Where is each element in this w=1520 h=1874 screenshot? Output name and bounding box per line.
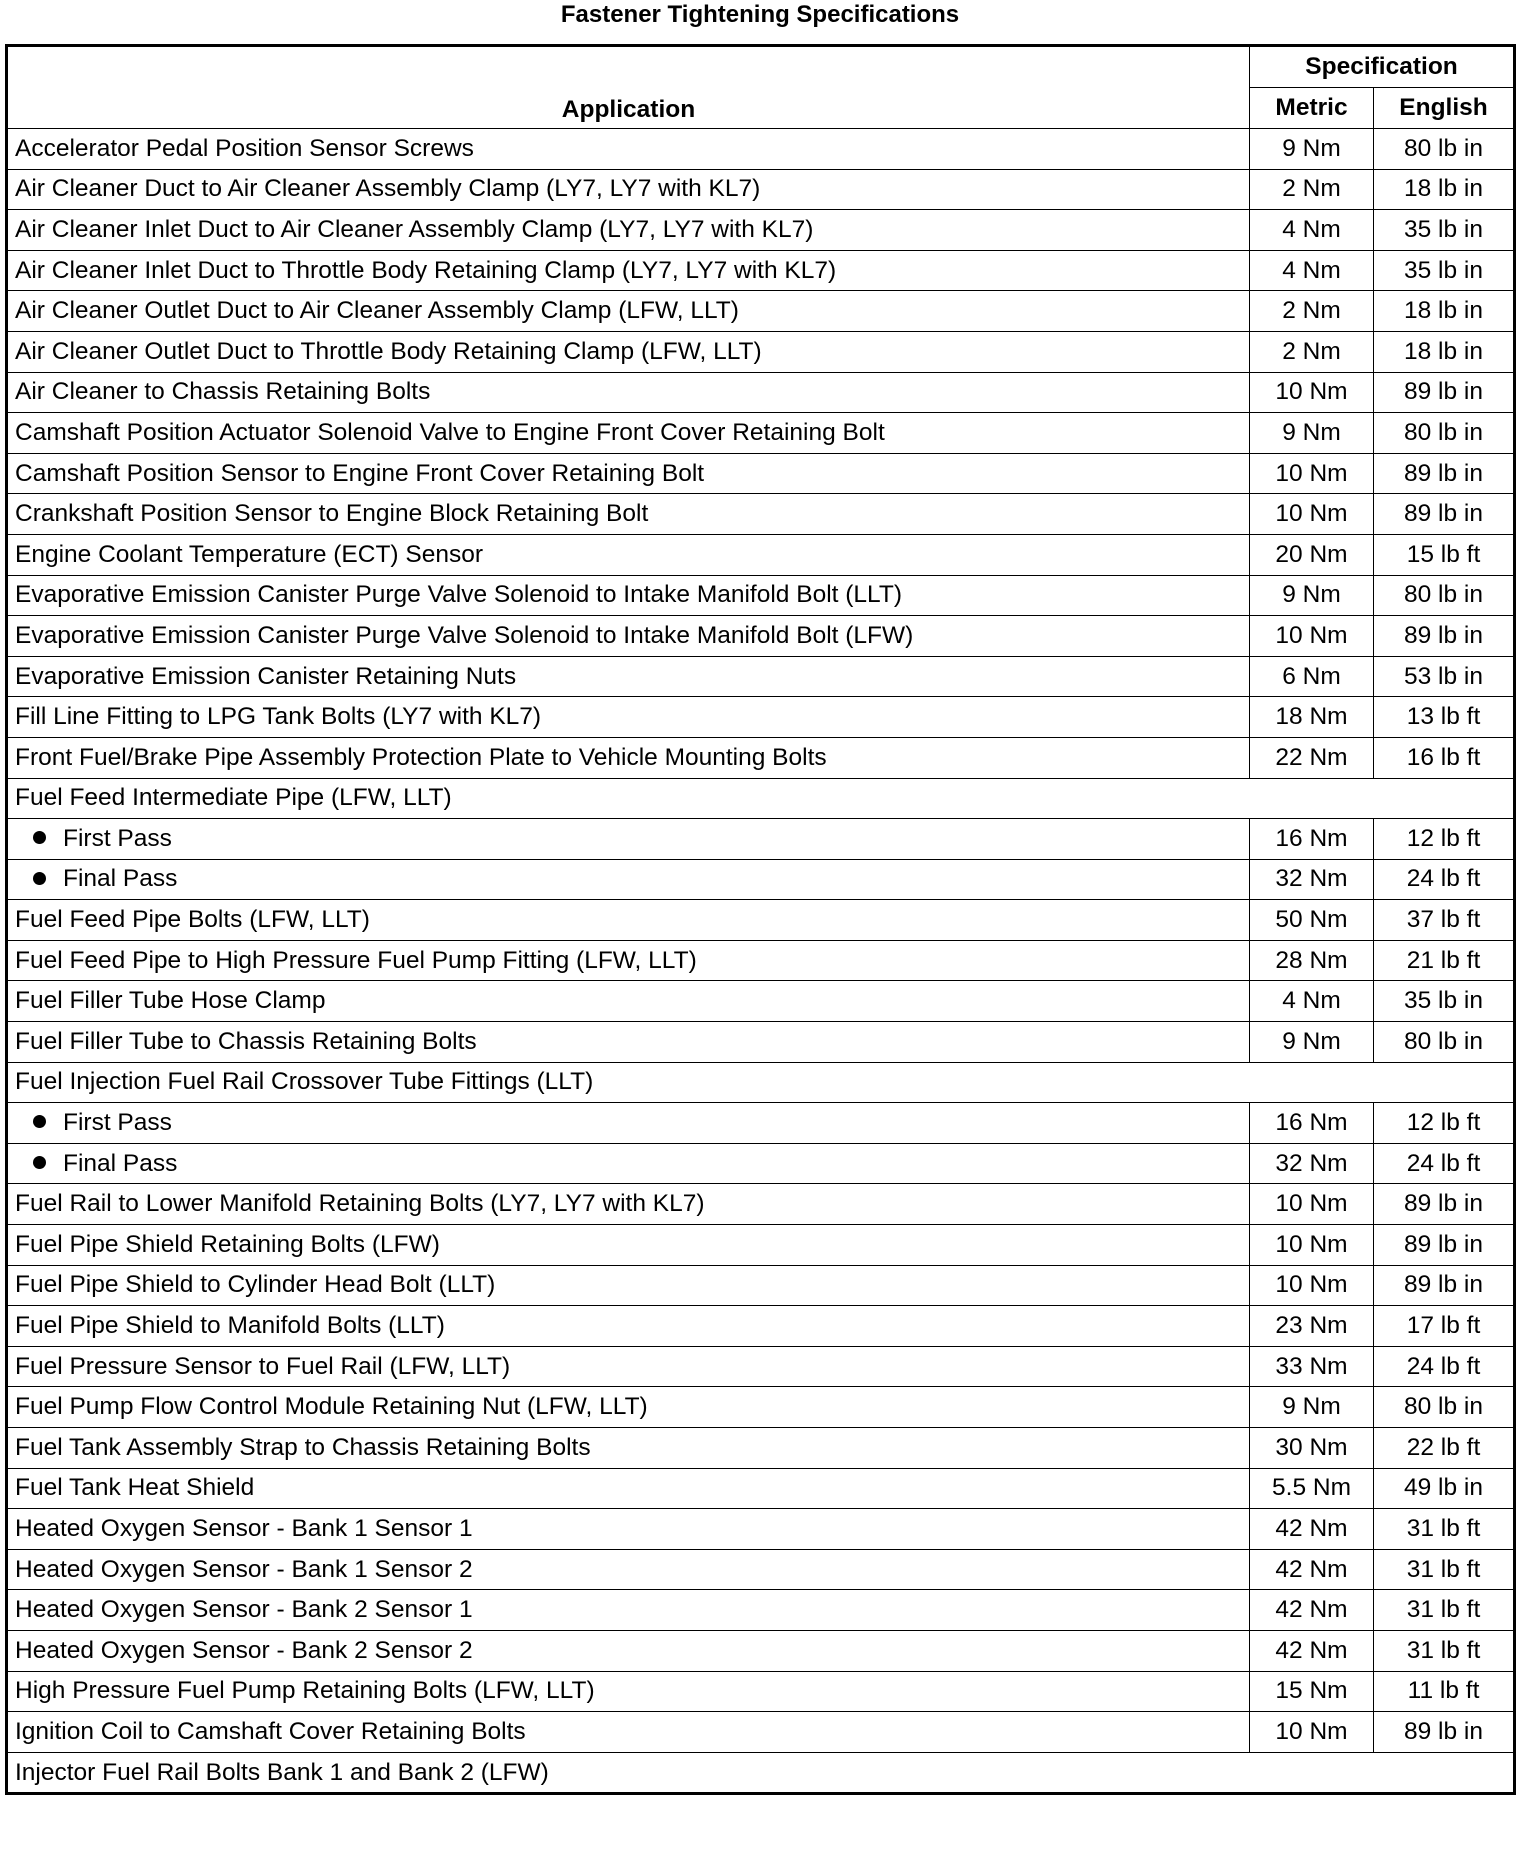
application-cell [7,372,1250,413]
table-row [7,981,1515,1022]
table-row [7,1428,1515,1469]
metric-value: 16 Nm [1250,1103,1374,1144]
application-cell [7,1225,1250,1266]
metric-value: 18 Nm [1250,697,1374,738]
application-label: Accelerator Pedal Position Sensor Screws [15,134,474,162]
metric-value: 6 Nm [1250,656,1374,697]
application-cell [7,819,1250,860]
english-value: 31 lb ft [1374,1509,1515,1550]
english-value: 16 lb ft [1374,737,1515,778]
english-value: 89 lb in [1374,1184,1515,1225]
metric-value: 2 Nm [1250,291,1374,332]
application-cell [7,169,1250,210]
table-row [7,819,1515,860]
application-label: Camshaft Position Actuator Solenoid Valve to Engine Front Cover Retaining Bolt [15,418,885,446]
metric-value: 10 Nm [1250,372,1374,413]
application-cell [7,331,1250,372]
application-label: Final Pass [63,1149,178,1177]
metric-value: 2 Nm [1250,331,1374,372]
application-label: Ignition Coil to Camshaft Cover Retaining Bolts [15,1717,526,1745]
table-row [7,372,1515,413]
metric-value: 42 Nm [1250,1509,1374,1550]
table-row [7,1346,1515,1387]
application-label: Heated Oxygen Sensor - Bank 1 Sensor 2 [15,1555,473,1583]
english-value: 13 lb ft [1374,697,1515,738]
application-label: Heated Oxygen Sensor - Bank 2 Sensor 1 [15,1596,473,1624]
english-value: 31 lb ft [1374,1549,1515,1590]
application-label: Air Cleaner Inlet Duct to Throttle Body Retaining Clamp (LY7, LY7 with KL7) [15,256,837,284]
metric-value: 16 Nm [1250,819,1374,860]
table-row [7,413,1515,454]
metric-value: 9 Nm [1250,1387,1374,1428]
english-value: 49 lb in [1374,1468,1515,1509]
metric-value: 9 Nm [1250,575,1374,616]
group-row [7,1062,1515,1103]
english-value: 31 lb ft [1374,1590,1515,1631]
table-row [7,900,1515,941]
application-cell [7,1103,1250,1144]
application-cell [7,1306,1250,1347]
table-row [7,1225,1515,1266]
metric-value: 28 Nm [1250,940,1374,981]
application-label: Fuel Rail to Lower Manifold Retaining Bolts (LY7, LY7 with KL7) [15,1190,705,1218]
table-row [7,616,1515,657]
metric-value: 9 Nm [1250,1022,1374,1063]
group-row [7,778,1515,819]
metric-value: 5.5 Nm [1250,1468,1374,1509]
table-row [7,940,1515,981]
application-cell [7,1712,1250,1753]
application-cell [7,1671,1250,1712]
application-label: Air Cleaner to Chassis Retaining Bolts [15,378,431,406]
english-value: 89 lb in [1374,1712,1515,1753]
table-row [7,169,1515,210]
english-value: 11 lb ft [1374,1671,1515,1712]
table-row [7,1590,1515,1631]
application-label: Fuel Feed Pipe to High Pressure Fuel Pump Fitting (LFW, LLT) [15,946,697,974]
english-value: 18 lb in [1374,291,1515,332]
application-cell [7,697,1250,738]
metric-value: 10 Nm [1250,453,1374,494]
application-label: Fuel Pump Flow Control Module Retaining Nut (LFW, LLT) [15,1393,648,1421]
application-label: Air Cleaner Outlet Duct to Throttle Body Retaining Clamp (LFW, LLT) [15,337,762,365]
table-row [7,129,1515,170]
english-value: 31 lb ft [1374,1630,1515,1671]
application-label: Air Cleaner Outlet Duct to Air Cleaner Assembly Clamp (LFW, LLT) [15,297,739,325]
table-row [7,1143,1515,1184]
metric-value: 10 Nm [1250,1265,1374,1306]
application-cell [7,129,1250,170]
table-row [7,656,1515,697]
application-label: Air Cleaner Inlet Duct to Air Cleaner Assembly Clamp (LY7, LY7 with KL7) [15,215,814,243]
english-value: 18 lb in [1374,331,1515,372]
group-row [7,1752,1515,1794]
english-value: 37 lb ft [1374,900,1515,941]
application-cell [7,453,1250,494]
application-cell [7,1549,1250,1590]
application-cell [7,940,1250,981]
english-value: 12 lb ft [1374,819,1515,860]
table-row [7,1712,1515,1753]
application-label: High Pressure Fuel Pump Retaining Bolts (LFW, LLT) [15,1677,595,1705]
table-row [7,859,1515,900]
table-row [7,453,1515,494]
english-value: 24 lb ft [1374,1143,1515,1184]
metric-value: 42 Nm [1250,1630,1374,1671]
application-cell [7,859,1250,900]
application-cell [7,575,1250,616]
application-label: Fuel Filler Tube Hose Clamp [15,987,326,1015]
english-value: 15 lb ft [1374,534,1515,575]
table-row [7,697,1515,738]
application-cell [7,656,1250,697]
metric-value: 42 Nm [1250,1549,1374,1590]
application-cell [7,413,1250,454]
application-label: Fuel Pipe Shield Retaining Bolts (LFW) [15,1230,440,1258]
table-row [7,1671,1515,1712]
table-row [7,331,1515,372]
english-value: 18 lb in [1374,169,1515,210]
metric-value: 33 Nm [1250,1346,1374,1387]
application-cell [7,1428,1250,1469]
application-label: Fuel Tank Heat Shield [15,1474,255,1502]
application-label: Fuel Pipe Shield to Cylinder Head Bolt (LLT) [15,1271,496,1299]
table-row [7,1387,1515,1428]
bullet-icon [33,1156,46,1169]
english-value: 89 lb in [1374,1225,1515,1266]
application-cell [7,1346,1250,1387]
application-label: Heated Oxygen Sensor - Bank 1 Sensor 1 [15,1514,473,1542]
english-value: 22 lb ft [1374,1428,1515,1469]
application-label: Heated Oxygen Sensor - Bank 2 Sensor 2 [15,1636,473,1664]
application-label: Evaporative Emission Canister Purge Valve Solenoid to Intake Manifold Bolt (LLT) [15,581,902,609]
application-cell [7,737,1250,778]
metric-value: 23 Nm [1250,1306,1374,1347]
application-label: Crankshaft Position Sensor to Engine Block Retaining Bolt [15,500,649,528]
metric-value: 10 Nm [1250,1184,1374,1225]
table-row [7,210,1515,251]
application-cell [7,1590,1250,1631]
metric-value: 22 Nm [1250,737,1374,778]
application-cell [7,210,1250,251]
table-body [7,129,1515,1794]
table-row [7,1468,1515,1509]
table-row [7,250,1515,291]
english-value: 89 lb in [1374,494,1515,535]
metric-value: 30 Nm [1250,1428,1374,1469]
metric-value: 4 Nm [1250,210,1374,251]
english-value: 80 lb in [1374,575,1515,616]
header-row-top [7,46,1515,88]
table-row [7,534,1515,575]
specifications-table [5,44,1516,1795]
application-label: Evaporative Emission Canister Retaining Nuts [15,662,517,690]
application-label: Fuel Pressure Sensor to Fuel Rail (LFW, LLT) [15,1352,511,1380]
application-cell [7,1752,1515,1794]
bullet-icon [33,1115,46,1128]
english-value: 89 lb in [1374,372,1515,413]
application-label: Fuel Filler Tube to Chassis Retaining Bolts [15,1027,477,1055]
bullet-icon [33,831,46,844]
application-cell [7,1265,1250,1306]
application-cell [7,291,1250,332]
application-label: Injector Fuel Rail Bolts Bank 1 and Bank 2 (LFW) [15,1758,549,1786]
application-label: First Pass [63,1109,172,1137]
table-row [7,1306,1515,1347]
english-value: 89 lb in [1374,616,1515,657]
english-value: 24 lb ft [1374,859,1515,900]
table-row [7,1265,1515,1306]
application-label: Camshaft Position Sensor to Engine Front Cover Retaining Bolt [15,459,705,487]
table-row [7,1549,1515,1590]
application-cell [7,616,1250,657]
application-cell [7,1022,1250,1063]
metric-value: 4 Nm [1250,250,1374,291]
header-metric: Metric [1250,88,1374,129]
metric-value: 50 Nm [1250,900,1374,941]
metric-value: 10 Nm [1250,616,1374,657]
english-value: 80 lb in [1374,129,1515,170]
table-row [7,1184,1515,1225]
page-title: Fastener Tightening Specifications [560,1,960,28]
english-value: 80 lb in [1374,1387,1515,1428]
metric-value: 10 Nm [1250,1712,1374,1753]
application-cell [7,1387,1250,1428]
metric-value: 9 Nm [1250,413,1374,454]
table-row [7,737,1515,778]
metric-value: 20 Nm [1250,534,1374,575]
metric-value: 15 Nm [1250,1671,1374,1712]
bullet-icon [33,872,46,885]
english-value: 21 lb ft [1374,940,1515,981]
application-cell [7,1143,1250,1184]
application-label: Fuel Injection Fuel Rail Crossover Tube Fittings (LLT) [15,1068,594,1096]
application-cell [7,1468,1250,1509]
table-row [7,494,1515,535]
metric-value: 32 Nm [1250,859,1374,900]
english-value: 35 lb in [1374,981,1515,1022]
application-cell [7,250,1250,291]
application-label: Fuel Tank Assembly Strap to Chassis Retaining Bolts [15,1433,591,1461]
english-value: 35 lb in [1374,250,1515,291]
english-value: 80 lb in [1374,413,1515,454]
application-cell [7,778,1515,819]
application-label: Fill Line Fitting to LPG Tank Bolts (LY7 with KL7) [15,703,542,731]
application-label: Evaporative Emission Canister Purge Valve Solenoid to Intake Manifold Bolt (LFW) [15,621,914,649]
application-label: Final Pass [63,865,178,893]
application-cell [7,981,1250,1022]
application-label: Fuel Feed Intermediate Pipe (LFW, LLT) [15,784,452,812]
metric-value: 42 Nm [1250,1590,1374,1631]
table-row [7,1509,1515,1550]
english-value: 89 lb in [1374,1265,1515,1306]
application-cell [7,1184,1250,1225]
application-label: First Pass [63,824,172,852]
header-english: English [1374,88,1515,129]
application-label: Fuel Feed Pipe Bolts (LFW, LLT) [15,906,370,934]
english-value: 89 lb in [1374,453,1515,494]
metric-value: 4 Nm [1250,981,1374,1022]
english-value: 35 lb in [1374,210,1515,251]
metric-value: 9 Nm [1250,129,1374,170]
english-value: 24 lb ft [1374,1346,1515,1387]
english-value: 17 lb ft [1374,1306,1515,1347]
metric-value: 10 Nm [1250,1225,1374,1266]
application-cell [7,900,1250,941]
application-cell [7,1062,1515,1103]
application-label: Fuel Pipe Shield to Manifold Bolts (LLT) [15,1312,445,1340]
metric-value: 2 Nm [1250,169,1374,210]
table-row [7,1103,1515,1144]
table-row [7,1630,1515,1671]
application-cell [7,534,1250,575]
table-row [7,575,1515,616]
application-label: Front Fuel/Brake Pipe Assembly Protection Plate to Vehicle Mounting Bolts [15,743,827,771]
header-specification: Specification [1250,46,1515,88]
table-row [7,1022,1515,1063]
application-label: Air Cleaner Duct to Air Cleaner Assembly Clamp (LY7, LY7 with KL7) [15,175,761,203]
english-value: 53 lb in [1374,656,1515,697]
metric-value: 32 Nm [1250,1143,1374,1184]
english-value: 12 lb ft [1374,1103,1515,1144]
header-application: Application [7,46,1250,129]
application-cell [7,494,1250,535]
english-value: 80 lb in [1374,1022,1515,1063]
application-label: Engine Coolant Temperature (ECT) Sensor [15,540,484,568]
application-cell [7,1509,1250,1550]
metric-value: 10 Nm [1250,494,1374,535]
table-row [7,291,1515,332]
application-cell [7,1630,1250,1671]
